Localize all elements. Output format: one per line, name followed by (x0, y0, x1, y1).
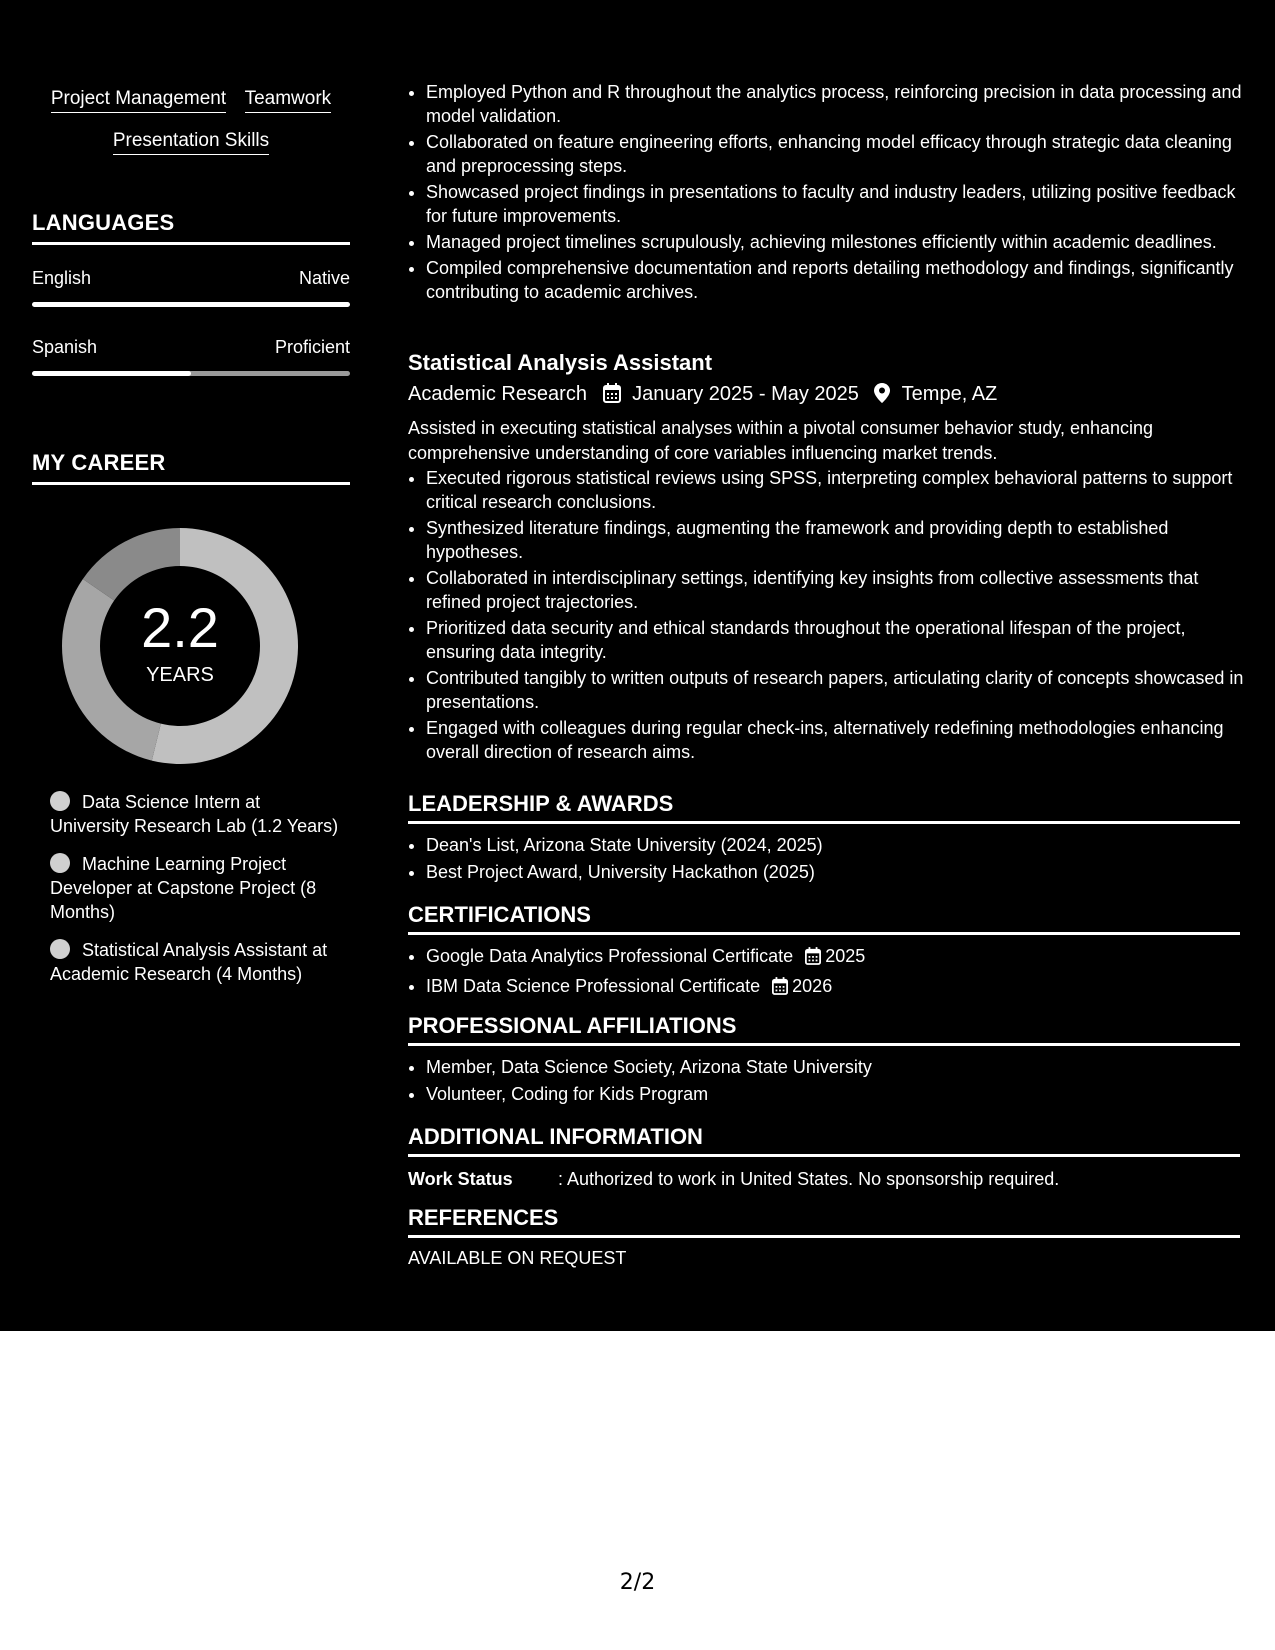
affiliations-list (408, 1055, 1256, 1109)
work-status-label: Work Status (408, 1169, 513, 1189)
certification-item (426, 944, 1256, 971)
language-level: Native (298, 268, 350, 288)
bullet-dot-icon (50, 939, 70, 959)
career-total-value: 2.2 (141, 596, 219, 659)
language-name: Spanish (32, 337, 98, 357)
experience-bullet: • Compiled comprehensive documentation and reports detailing methodology and findings, significantly contributing to academic archives. (426, 256, 1256, 304)
language-level: Proficient (274, 337, 350, 357)
skill-tag: Project Management (51, 86, 226, 113)
job-bullets (408, 466, 1256, 766)
career-item (50, 790, 340, 838)
experience-bullet: • Showcased project findings in presentations to faculty and industry leaders, utilizing positive feedback for future improvements. (426, 180, 1256, 228)
references-text: AVAILABLE ON REQUEST (408, 1248, 627, 1268)
job-bullet: • Executed rigorous statistical reviews using SPSS, interpreting complex behavioral patterns to support critical research conclusions. (426, 466, 1256, 514)
skill-tag: Presentation Skills (113, 128, 269, 155)
sidebar (0, 0, 380, 1331)
career-heading: MY CAREER (32, 450, 350, 485)
certification-name: IBM Data Science Professional Certificate (426, 976, 761, 996)
job-bullet: • Engaged with colleagues during regular check-ins, alternatively redefining methodologies enhancing overall direction of research aims. (426, 716, 1256, 764)
page-number: 2/2 (619, 1570, 656, 1595)
career-item-text: Data Science Intern at University Research Lab (1.2 Years) (50, 792, 339, 836)
experience-bullets (408, 80, 1256, 306)
skills-list (32, 86, 350, 170)
experience-bullet: • Collaborated on feature engineering efforts, enhancing model efficacy through strategic data cleaning and preprocessing steps. (426, 130, 1256, 178)
affiliations-heading: PROFESSIONAL AFFILIATIONS (408, 1013, 1240, 1046)
references-heading: REFERENCES (408, 1205, 1240, 1238)
job-dates: January 2025 - May 2025 (632, 383, 859, 405)
certifications-heading: CERTIFICATIONS (408, 902, 1240, 935)
job-bullet: • Collaborated in interdisciplinary settings, identifying key insights from collective assessments that refined project trajectories. (426, 566, 1256, 614)
calendar-icon (603, 383, 621, 410)
work-status (408, 1167, 1059, 1191)
map-pin-icon (874, 383, 890, 410)
job-bullet: • Prioritized data security and ethical standards throughout the operational lifespan of the project, ensuring data integrity. (426, 616, 1256, 664)
calendar-icon (772, 977, 788, 1001)
leadership-heading: LEADERSHIP & AWARDS (408, 791, 1240, 824)
skill-tag: Teamwork (245, 86, 332, 113)
additional-info-heading: ADDITIONAL INFORMATION (408, 1124, 1240, 1157)
career-total-unit: YEARS (146, 664, 214, 686)
affiliation-item: • Volunteer, Coding for Kids Program (426, 1082, 1256, 1106)
bullet-dot-icon (50, 853, 70, 873)
main-content (408, 0, 1244, 1331)
career-item (50, 852, 340, 924)
job-title: Statistical Analysis Assistant (408, 350, 713, 375)
job-bullet: • Contributed tangibly to written outputs of research papers, articulating clarity of concepts showcased in presentations. (426, 666, 1256, 714)
job-summary: Assisted in executing statistical analyses within a pivotal consumer behavior study, enhancing comprehensive understanding of core variables influencing market trends. (408, 418, 1154, 463)
language-bar (32, 371, 350, 376)
experience-bullet: • Managed project timelines scrupulously, achieving milestones efficiently within academic deadlines. (426, 230, 1256, 254)
language-bar-fill (32, 371, 191, 376)
job-bullet: • Synthesized literature findings, augmenting the framework and providing depth to established hypotheses. (426, 516, 1256, 564)
work-status-value: : Authorized to work in United States. No sponsorship required. (558, 1169, 1060, 1189)
certifications-list (408, 944, 1256, 1004)
certification-item (426, 974, 1256, 1001)
languages-heading: LANGUAGES (32, 210, 350, 245)
certification-name: Google Data Analytics Professional Certificate (426, 946, 794, 966)
job-meta (408, 381, 997, 410)
career-list (50, 790, 340, 1000)
job-company: Academic Research (408, 383, 587, 405)
calendar-icon (805, 947, 821, 971)
language-name: English (32, 268, 92, 288)
career-item-text: Machine Learning Project Developer at Capstone Project (8 Months) (50, 854, 317, 922)
language-bar-fill (32, 302, 350, 307)
certification-year: 2026 (792, 976, 833, 996)
affiliation-item: • Member, Data Science Society, Arizona State University (426, 1055, 1256, 1079)
leadership-list (408, 833, 1256, 887)
experience-bullet: • Employed Python and R throughout the analytics process, reinforcing precision in data processing and model validation. (426, 80, 1256, 128)
certification-year: 2025 (825, 946, 866, 966)
language-bar (32, 302, 350, 307)
career-item-text: Statistical Analysis Assistant at Academic Research (4 Months) (50, 940, 328, 984)
career-item (50, 938, 340, 986)
leadership-item: • Dean's List, Arizona State University (2024, 2025) (426, 833, 1256, 857)
bullet-dot-icon (50, 791, 70, 811)
job-location: Tempe, AZ (901, 383, 998, 405)
career-total (62, 528, 298, 764)
leadership-item: • Best Project Award, University Hackathon (2025) (426, 860, 1256, 884)
